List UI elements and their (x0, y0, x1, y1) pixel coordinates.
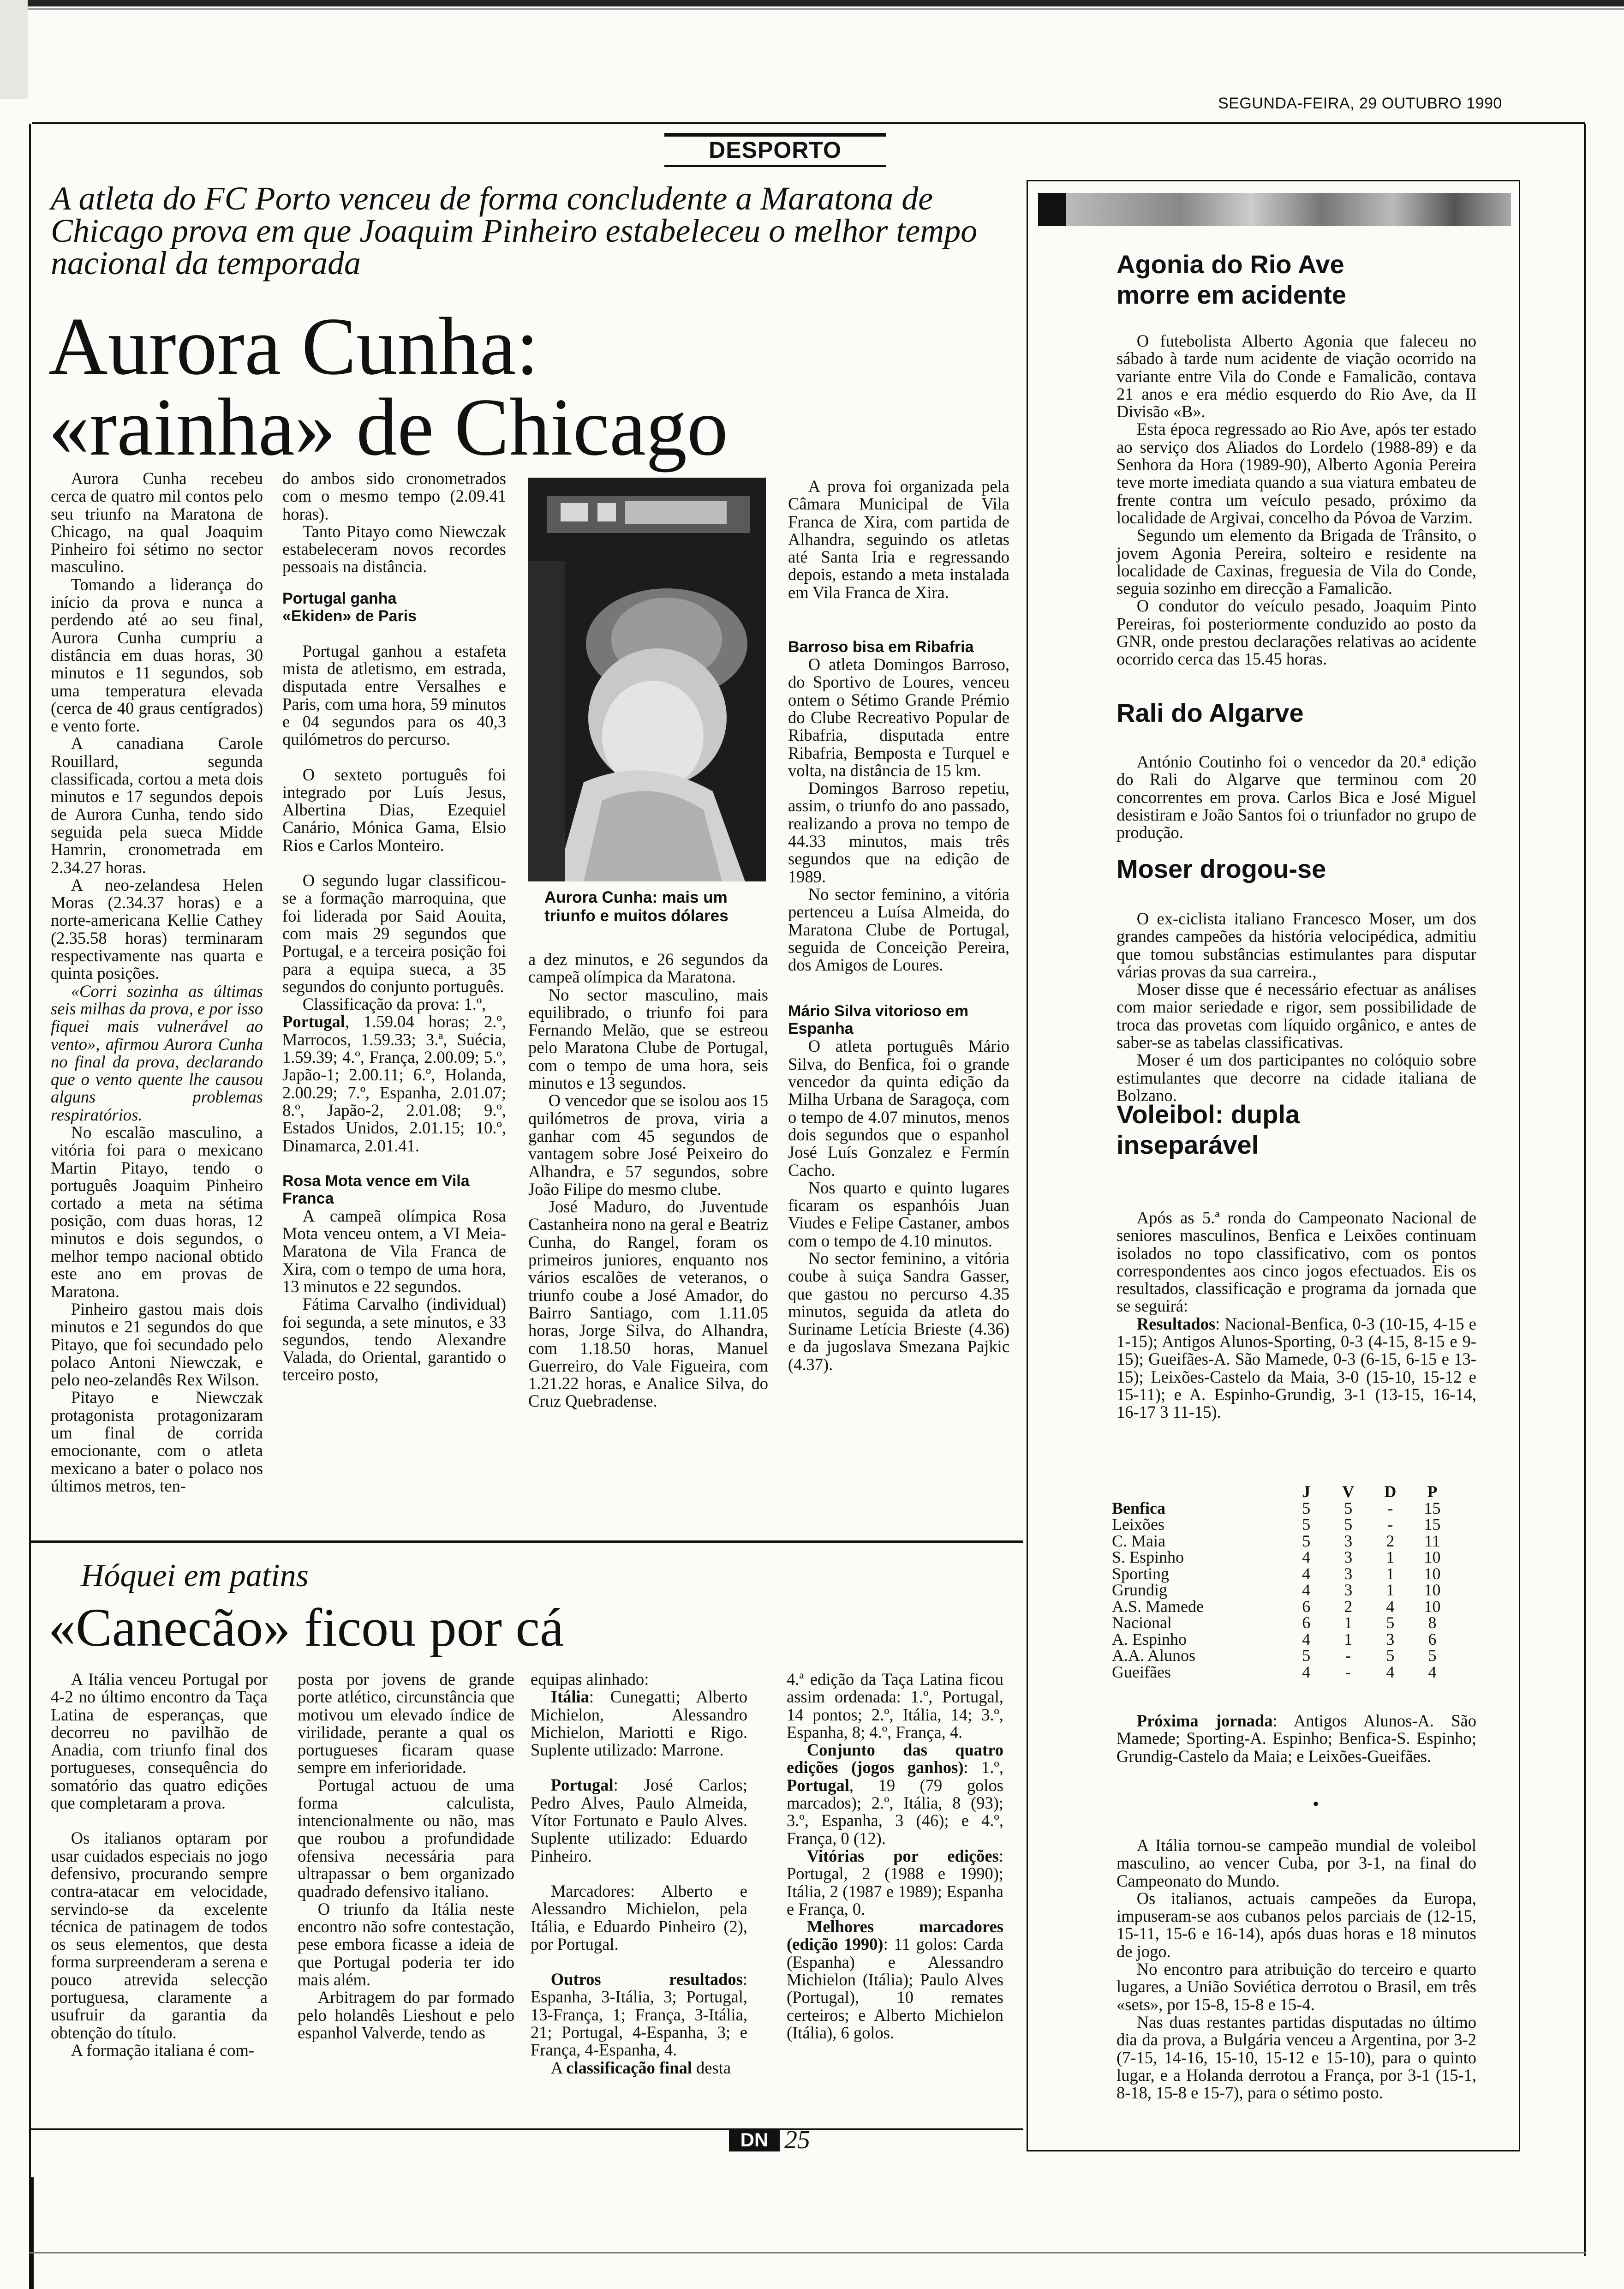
points: 10 (1424, 1548, 1441, 1566)
agonia-title-1: Agonia do Rio Ave (1116, 250, 1344, 279)
games: 5 (1302, 1498, 1311, 1517)
lead-photo (528, 478, 766, 881)
hockey-headline: «Canecão» ficou por cá (48, 1597, 564, 1658)
header-p: P (1427, 1482, 1438, 1501)
aggregate-pre: : 1.º, (963, 1758, 1003, 1777)
wins-label: Vitórias por edições (806, 1846, 999, 1865)
lead-paragraph: Domingos Barroso repetiu, assim, o triunfo do ano passado, realizando a prova no tempo de 44.33 minutos, mais três segundos que na edição de 1989. (788, 779, 1009, 886)
lead-kicker: A atleta do FC Porto venceu de forma concludente a Maratona de Chicago prova em que Joaquim Pinheiro estabeleceu o melhor tempo nacional da temporada (51, 180, 978, 282)
next-round (1116, 1712, 1476, 1765)
team-name: Sporting (1112, 1564, 1170, 1583)
hockey-top-scorers (787, 1918, 1003, 2042)
standings-row (1112, 1566, 1453, 1582)
lead-paragraph: José Maduro, do Juventude Castanheira nono na geral e Beatriz Cunha, do Rangel, foram os primeiros juniores, enquanto nos vários escalões de veteranos, o triunfo coube a José Amador, do Bairro Santiago, com 1.11.05 horas, Jorge Silva, do Alhandra, com 1.18.50 horas, Manuel Guerreiro, do Vale Figueira, com 1.21.22 horas, e Analice Silva, do Cruz Quebradense. (528, 1197, 768, 1411)
points: 11 (1424, 1531, 1440, 1550)
lead-paragraph: A neo-zelandesa Helen Moras (2.34.37 horas) e a norte-americana Kellie Cathey (2.35.58 horas) terminaram respectivamente nas quarta e quinta posições. (51, 875, 263, 983)
moser-paragraph: O ex-ciclista italiano Francesco Moser, um dos grandes campeões da história velocipédica, admitiu que tomou substâncias estimulantes para disputar várias provas da sua carreira., (1116, 909, 1476, 981)
wins: 3 (1344, 1564, 1353, 1583)
sidebar-banner (1038, 193, 1511, 226)
lineup-label: Itália (550, 1687, 589, 1707)
results-label: Outros resultados (550, 1970, 743, 1989)
aggregate-text: , 19 (79 golos marcados); 2.º, Itália, 8 (93); 3.º, Espanha, 3 (46); e 4.º, França, 0 (12). (787, 1775, 1003, 1848)
lead-paragraph: No escalão masculino, a vitória foi para o mexicano Martin Pitayo, tendo o português Joaquim Pinheiro cortado a meta na sétima posição, com duas horas, 12 minutos e dois segundos, o melhor tempo nacional obtido este ano em provas de Maratona. (51, 1122, 263, 1301)
hockey-other-results (531, 1971, 747, 2059)
lead-paragraph: O atleta Domingos Barroso, do Sportivo de Loures, venceu ontem o Sétimo Grande Prémio do Clube Recreativo Popular de Ribafria, disputada entre Ribafria, Bemposta e Turquel e volta, na distância de 15 km. (788, 655, 1009, 780)
rali-body (1116, 753, 1476, 841)
standings-row (1112, 1615, 1453, 1631)
lead-paragraph: Fátima Carvalho (individual) foi segunda, a sete minutos, e 33 segundos, tendo Alexandre Valada, do Oriental, garantido o terceiro posto, (282, 1294, 506, 1384)
wins: 3 (1344, 1581, 1353, 1599)
team-name: A.S. Mamede (1112, 1597, 1204, 1616)
points: 10 (1424, 1564, 1441, 1583)
points: 6 (1428, 1630, 1437, 1648)
team-name: A.A. Alunos (1112, 1646, 1196, 1665)
points: 10 (1424, 1597, 1441, 1616)
classification-label: classificação final (566, 2058, 692, 2077)
games: 5 (1302, 1531, 1311, 1550)
section-divider (29, 1540, 1023, 1543)
agonia-paragraph: O condutor do veículo pesado, Joaquim Pinto Pereiras, foi posteriormente conduzido ao posto da GNR, onde prestou declarações relativas ao acidente ocorrido cerca das 15.45 horas. (1116, 596, 1476, 669)
lineup-text: : Cunegatti; Alberto Michielon, Alessandro Michielon, Mariotti e Rigo. Suplente utilizado: Marrone. (531, 1687, 747, 1760)
lead-paragraph: O sexteto português foi integrado por Luís Jesus, Albertina Dias, Ezequiel Canário, Mónica Gama, Elsio Rios e Carlos Monteiro. (282, 765, 506, 855)
bottom-rule (29, 2252, 1586, 2253)
lead-column-2 (282, 470, 506, 1384)
games: 5 (1302, 1646, 1311, 1665)
moser-title: Moser drogou-se (1116, 854, 1326, 883)
sidebar-agonia (1116, 249, 1486, 310)
results-text: : Nacional-Benfica, 0-3 (10-15, 4-15 e 1-15); Antigos Alunos-Sporting, 0-3 (4-15, 8-15 e 9-15); Gueifães-A. São Mamede, 0-3 (6-15, 6-15 e 13-15); Leixões-Castelo da Maia, 3-0 (15-10, 15-12 e 15-11); e A. Espinho-Grundig, 3-1 (13-15, 16-14, 16-17 3 11-15). (1116, 1314, 1476, 1422)
left-border (29, 124, 31, 2177)
top-rule-thin (0, 8, 1624, 10)
left-border-lower (29, 2177, 34, 2289)
games: 4 (1302, 1548, 1311, 1566)
lead-paragraph: Aurora Cunha recebeu cerca de quatro mil contos pelo seu triunfo na Maratona de Chicago, na qual Joaquim Pinheiro foi sétimo no sector masculino. (51, 469, 263, 576)
agonia-title-2: morre em acidente (1116, 280, 1346, 309)
hockey-column-4 (787, 1671, 1003, 2042)
hockey-paragraph: equipas alinhado: (531, 1670, 649, 1689)
games: 5 (1302, 1515, 1311, 1534)
wins: - (1345, 1646, 1351, 1665)
lead-paragraph: Tanto Pitayo como Niewczak estabeleceram novos recordes pessoais na distância. (282, 521, 506, 576)
footer-logo: DN (729, 2128, 780, 2151)
results-label: Resultados (1136, 1314, 1216, 1333)
losses: 1 (1386, 1564, 1395, 1583)
hockey-paragraph: posta por jovens de grande porte atlético, circunstância que motivou um elevado índice de virilidade, perante a qual os portugueses ficaram quase sempre em inferioridade. (298, 1670, 514, 1777)
agonia-paragraph: Esta época regressado ao Rio Ave, após ter estado ao serviço dos Aliados do Lordelo (1988-89) e da Senhora da Hora (1989-90), Alberto Agonia Pereira teve morte imediata quando a sua viatura embateu de frente contra um veículo pesado, próximo da localidade de Argivai, concelho da Póvoa de Varzim. (1116, 419, 1476, 527)
voleibol-body (1116, 1209, 1476, 1421)
wins: - (1345, 1662, 1351, 1681)
world-paragraph: Nas duas restantes partidas disputadas no último dia da prova, a Bulgária venceu a Argentina, por 3-2 (7-15, 14-16, 15-10, 15-12 e 15-10), para o quinto lugar, e a Holanda derrotou a França, por 3-1 (15-1, 8-18, 15-8 e 15-7), para o sétimo posto. (1116, 2012, 1476, 2103)
losses: - (1387, 1498, 1393, 1517)
hockey-column-1 (51, 1671, 268, 2059)
moser-paragraph: Moser disse que é necessário efectuar as análises com maior seriedade e rigor, sem possibilidade de troca das provetas com líquido orgânico, e antes de saber-se as tabelas classificativas. (1116, 980, 1476, 1052)
games: 4 (1302, 1630, 1311, 1648)
team-name: S. Espinho (1112, 1548, 1184, 1566)
team-name: Nacional (1112, 1613, 1172, 1632)
hockey-column-2 (298, 1671, 514, 2042)
standings-row (1112, 1599, 1453, 1615)
losses: 4 (1386, 1662, 1395, 1681)
wins: 3 (1344, 1548, 1353, 1566)
team-name: Benfica (1112, 1498, 1165, 1517)
losses: 2 (1386, 1531, 1395, 1550)
standings-row (1112, 1664, 1453, 1681)
standings-table (1112, 1484, 1453, 1680)
games: 4 (1302, 1564, 1311, 1583)
hockey-paragraph: Portugal actuou de uma forma calculista, intencionalmente ou não, mas que roubou a profundidade ofensiva necessária para ultrapassar o bem organizado quadrado defensivo italiano. (298, 1775, 514, 1901)
section-bar-top (664, 133, 886, 137)
world-paragraph: No encontro para atribuição do terceiro e quarto lugares, a União Soviética derrotou o Brasil, em três «sets», por 15-8, 15-8 e 15-4. (1116, 1959, 1476, 2014)
lineup-italia (531, 1688, 747, 1759)
standings-row (1112, 1533, 1453, 1550)
bullet-separator: • (1313, 1793, 1320, 1814)
losses: 4 (1386, 1597, 1395, 1616)
aggregate-label: Conjunto das quatro edições (jogos ganhos) (787, 1740, 1003, 1777)
top-rule (0, 0, 1624, 6)
aggregate-winner: Portugal (787, 1775, 849, 1795)
standings-row (1112, 1500, 1453, 1517)
dateline: SEGUNDA-FEIRA, 29 OUTUBRO 1990 (1218, 95, 1502, 112)
hockey-aggregate (787, 1741, 1003, 1847)
next-round-label: Próxima jornada (1136, 1711, 1273, 1730)
games: 4 (1302, 1581, 1311, 1599)
section-title: DESPORTO (709, 137, 842, 163)
top-scorers-text: : 11 golos: Carda (Espanha) e Alessandro Michielon (Itália); Paulo Alves (Portugal), 10 remates certeiros; e Alberto Michielon (Itália), 6 golos. (787, 1935, 1003, 2042)
classification-text: desta (692, 2058, 731, 2077)
header-v: V (1342, 1482, 1355, 1501)
subhead-line: Espanha (788, 1020, 854, 1038)
page-number: 25 (784, 2126, 810, 2154)
hockey-paragraph: 4.ª edição da Taça Latina ficou assim ordenada: 1.º, Portugal, 14 pontos; 2.º, Itália, 14; 3.º, Espanha, 8; 4.º, França, 4. (787, 1670, 1003, 1742)
wins: 3 (1344, 1531, 1353, 1550)
agonia-paragraph: Segundo um elemento da Brigada de Trânsito, o jovem Agonia Pereira, solteiro e residente na localidade de Caxinas, freguesia de Vila do Conde, seguia sozinho em direcção a Famalicão. (1116, 526, 1476, 598)
losses: 1 (1386, 1581, 1395, 1599)
subhead-mario-silva (788, 1002, 1009, 1037)
classification-prefix: A (550, 2058, 567, 2077)
standings-row (1112, 1631, 1453, 1648)
lead-paragraph: No sector masculino, mais equilibrado, o triunfo foi para Fernando Melão, que se estreou pelo Maratona Clube de Portugal, com o tempo de uma hora, seis minutos e 13 segundos. (528, 985, 768, 1093)
team-name: Gueifães (1112, 1662, 1171, 1681)
standings-row (1112, 1582, 1453, 1599)
points: 10 (1424, 1581, 1441, 1599)
lead-paragraph: Nos quarto e quinto lugares ficaram os espanhóis Juan Viudes e Felipe Castaner, ambos com o tempo de 4.10 minutos. (788, 1178, 1009, 1250)
lead-paragraph: No sector feminino, a vitória coube à suiça Sandra Gasser, que gastou no percurso 4.35 minutos, seguida da atleta do Suriname Letícia Brieste (4.36) e da jugoslava Smezana Pajkic (4.37). (788, 1248, 1009, 1374)
header-rule (32, 122, 1585, 124)
wins: 5 (1344, 1498, 1353, 1517)
hockey-wins (787, 1847, 1003, 1918)
lead-paragraph: a dez minutos, e 26 segundos da campeã olímpica da Maratona. (528, 950, 768, 987)
voleibol-intro: Após as 5.ª ronda do Campeonato Nacional de seniores masculinos, Benfica e Leixões continuam isolados no topo classificativo, com os pontos correspondentes aos cinco jogos efectuados. Eis os resultados, classificação e programa da jornada que se seguirá: (1116, 1208, 1476, 1316)
games: 4 (1302, 1662, 1311, 1681)
subhead-line: Portugal ganha (282, 589, 397, 607)
hockey-paragraph: A formação italiana é com- (71, 2040, 255, 2060)
lead-column-3 (528, 951, 768, 1410)
standings-row (1112, 1516, 1453, 1533)
subhead-barroso: Barroso bisa em Ribafria (788, 638, 974, 656)
hockey-paragraph: A Itália venceu Portugal por 4-2 no último encontro da Taça Latina de esperanças, que decorreu no pavilhão de Anadia, com triunfo final dos portugueses, consequência do somatório das quatro edições que completaram a prova. (51, 1670, 268, 1813)
moser-body (1116, 910, 1476, 1104)
next-round-text: : Antigos Alunos-A. São Mamede; Sporting-A. Espinho; Benfica-S. Espinho; Grundig-Castelo da Maia; e Leixões-Gueifães. (1116, 1711, 1476, 1766)
team-name: A. Espinho (1112, 1630, 1187, 1648)
hockey-paragraph: Os italianos optaram por usar cuidados especiais no jogo defensivo, procurando sempre contra-atacar em velocidade, servindo-se da excelente técnica de patinagem de todos os seus elementos, que desta forma surpreenderam a serena e pouco atrevida selecção portuguesa, claramente a usufruir da garantia da obtenção do título. (51, 1828, 268, 2042)
results-text: , 1.59.04 horas; 2.º, Marrocos, 1.59.33; 3.ª, Suécia, 1.59.39; 4.º, França, 2.00.09; 5.º, Japão-1; 2.00.11; 6.º, Holanda, 2.00.29; 7.º, Espanha, 2.01.07; 8.º, Japão-2, 2.01.08; 9.º, Estados Unidos, 2.01.15; 10.º, Dinamarca, 2.01.41. (282, 1012, 506, 1155)
rali-title: Rali do Algarve (1116, 698, 1304, 727)
subhead-rosa-mota: Rosa Mota vence em Vila Franca (282, 1172, 470, 1207)
voleibol-world (1116, 1837, 1476, 2102)
losses: 5 (1386, 1646, 1395, 1665)
hockey-kicker: Hóquei em patins (81, 1558, 309, 1594)
voleibol-results (1116, 1315, 1476, 1421)
agonia-paragraph: O futebolista Alberto Agonia que faleceu no sábado à tarde num acidente de viação ocorrido na variante entre Vila do Conde e Famalicão, contava 21 anos e era médio esquerdo do Rio Ave, da II Divisão «B». (1116, 331, 1476, 421)
photo-caption: Aurora Cunha: mais um triunfo e muitos dólares (544, 888, 728, 925)
hockey-paragraph: Arbitragem do par formado pelo holandês Lieshout e pelo espanhol Valverde, tendo as (298, 1988, 514, 2042)
lead-headline-1: Aurora Cunha: (48, 300, 539, 392)
lineup-label: Portugal (550, 1775, 614, 1795)
header-j: J (1302, 1482, 1311, 1501)
voleibol-title-1: Voleibol: dupla (1116, 1100, 1300, 1129)
points: 15 (1424, 1498, 1441, 1517)
hockey-bottom-rule (29, 2128, 1023, 2130)
header-d: D (1384, 1482, 1397, 1501)
lead-paragraph: A canadiana Carole Rouillard, segunda classificada, cortou a meta dois minutos e 17 segundos depois de Aurora Cunha, tendo sido seguida pela sueca Midde Hamrin, cronometrada em 2.34.27 horas. (51, 734, 263, 877)
runner-photo-image (528, 478, 766, 881)
voleibol-title-2: inseparável (1116, 1130, 1259, 1159)
section-bar-bottom (664, 165, 886, 167)
losses: - (1387, 1515, 1393, 1534)
standings-row (1112, 1648, 1453, 1664)
subhead-line: «Ekiden» de Paris (282, 607, 417, 625)
rali-paragraph: António Coutinho foi o vencedor da 20.ª edição do Rali do Algarve que terminou com 20 concorrentes em prova. Carlos Bica e José Miguel desistiram e João Santos foi o triunfador no grupo de produção. (1116, 752, 1476, 842)
results-winner: Portugal (282, 1012, 345, 1031)
lead-paragraph: A campeã olímpica Rosa Mota venceu ontem, a VI Meia-Maratona de Vila Franca de Xira, com o tempo de uma hora, 13 minutos e 22 segundos. (282, 1206, 506, 1296)
results-prefix: Classificação da prova: 1.º, (302, 995, 486, 1014)
subhead-ekiden (282, 590, 506, 625)
agonia-body (1116, 332, 1476, 668)
lead-paragraph: Tomando a liderança do início da prova e nunca a perdendo até ao seu final, Aurora Cunha cumpriu a distância em duas horas, 30 minutos e 11 segundos, sob uma temperatura elevada (cerca de 40 graus centígrados) e vento forte. (51, 575, 263, 736)
team-header (1112, 1484, 1285, 1500)
hockey-paragraph: O triunfo da Itália neste encontro não sofre contestação, pese embora ficasse a ideia de que Portugal poderia ter ido mais além. (298, 1899, 514, 1989)
lead-results (282, 995, 506, 1155)
top-scorers-label: Melhores marcadores (edição 1990) (787, 1917, 1003, 1954)
lead-paragraph: Pinheiro gastou mais dois minutos e 21 segundos do que Pitayo, que foi secundado pelo polaco Antoni Niewczak, e pelo neo-zelandês Rex Wilson. (51, 1299, 263, 1390)
points: 8 (1428, 1613, 1437, 1632)
hockey-classification (531, 2059, 747, 2077)
top-left-mark (0, 0, 28, 99)
wins: 2 (1344, 1597, 1353, 1616)
lineup-portugal (531, 1776, 747, 1864)
hockey-scorers: Marcadores: Alberto e Alessandro Michielon, pela Itália, e Eduardo Pinheiro (2), por Portugal. (531, 1881, 747, 1953)
lead-paragraph: O segundo lugar classificou-se a formação marroquina, que foi liderada por Said Aouita, com mais 29 segundos que Portugal, e a terceira posição foi para a equipa sueca, a 35 segundos do conjunto português. (282, 871, 506, 996)
lead-paragraph: Pitayo e Niewczak protagonista protagonizaram um final de corrida emocionante, com o atleta mexicano a bater o polaco nos últimos metros, ten- (51, 1388, 263, 1495)
right-border (1584, 124, 1586, 2256)
lead-headline-2: «rainha» de Chicago (48, 381, 728, 473)
world-paragraph: A Itália tornou-se campeão mundial de voleibol masculino, ao vencer Cuba, por 3-1, na final do Campeonato do Mundo. (1116, 1836, 1476, 1890)
lead-paragraph: No sector feminino, a vitória pertenceu a Luísa Almeida, do Maratona Clube de Portugal, seguida de Conceição Pereira, dos Amigos de Loures. (788, 884, 1009, 975)
voleibol-title (1116, 1099, 1300, 1160)
results-text: : Espanha, 3-Itália, 3; Portugal, 13-França, 1; França, 3-Itália, 21; Portugal, 4-Espanha, 3; e França, 4-Espanha, 4. (531, 1970, 747, 2060)
losses: 3 (1386, 1630, 1395, 1648)
team-name: Grundig (1112, 1581, 1167, 1599)
points: 15 (1424, 1515, 1441, 1534)
lead-paragraph: A prova foi organizada pela Câmara Municipal de Vila Franca de Xira, com partida de Alhandra, seguindo os atletas até Santa Iria e regressando depois, estando a meta instalada em Vila Franca de Xira. (788, 477, 1009, 602)
lead-paragraph: Portugal ganhou a estafeta mista de atletismo, em estrada, disputada entre Versalhes e Paris, com uma hora, 59 minutos e 04 segundos para os 40,3 quilómetros do percurso. (282, 641, 506, 749)
moser-paragraph: Moser é um dos participantes no colóquio sobre estimulantes que decorre na cidade italiana de Bolzano. (1116, 1050, 1476, 1105)
lead-column-1 (51, 470, 263, 1495)
subhead-line: Mário Silva vitorioso em (788, 1002, 969, 1020)
standings-row (1112, 1549, 1453, 1566)
games: 6 (1302, 1613, 1311, 1632)
losses: 5 (1386, 1613, 1395, 1632)
lineup-text: : José Carlos; Pedro Alves, Paulo Almeida, Vítor Fortunato e Paulo Alves. Suplente utilizado: Eduardo Pinheiro. (531, 1775, 747, 1865)
losses: 1 (1386, 1548, 1395, 1566)
team-name: Leixões (1112, 1515, 1164, 1534)
wins-text: : Portugal, 2 (1988 e 1990); Itália, 2 (1987 e 1989); Espanha e França, 0. (787, 1846, 1003, 1918)
wins: 1 (1344, 1613, 1353, 1632)
wins: 1 (1344, 1630, 1353, 1648)
games: 6 (1302, 1597, 1311, 1616)
lead-paragraph: O atleta português Mário Silva, do Benfica, foi o grande vencedor da quinta edição da Milha Urbana de Saragoça, com o tempo de 4.07 minutos, menos dois segundos que o espanhol José Luís Gonzalez e Fermín Cacho. (788, 1037, 1009, 1180)
lead-column-4 (788, 478, 1009, 1373)
lead-paragraph: do ambos sido cronometrados com o mesmo tempo (2.09.41 horas). (282, 469, 506, 523)
voleibol-next (1116, 1712, 1476, 1765)
lead-paragraph: O vencedor que se isolou aos 15 quilómetros de prova, viria a ganhar com 45 segundos de vantagem sobre José Peixeiro do Alhandra, e 57 segundos, sobre João Filipe do mesmo clube. (528, 1091, 768, 1198)
hockey-column-3 (531, 1671, 747, 2077)
points: 5 (1428, 1646, 1437, 1665)
points: 4 (1428, 1662, 1437, 1681)
world-paragraph: Os italianos, actuais campeões da Europa, impuseram-se aos cubanos pelos parciais de (12-15, 15-11, 15-6 e 16-14), após duas horas e 18 minutos de jogo. (1116, 1888, 1476, 1961)
standings-body (1112, 1500, 1453, 1681)
lead-quote: «Corri sozinha as últimas seis milhas da prova, e por isso fiquei mais vulnerável ao vento», afirmou Aurora Cunha no final da prova, declarando que o vento quente lhe causou alguns problemas respiratórios. (51, 981, 263, 1124)
standings-header-row (1112, 1484, 1453, 1500)
wins: 5 (1344, 1515, 1353, 1534)
team-name: C. Maia (1112, 1531, 1165, 1550)
